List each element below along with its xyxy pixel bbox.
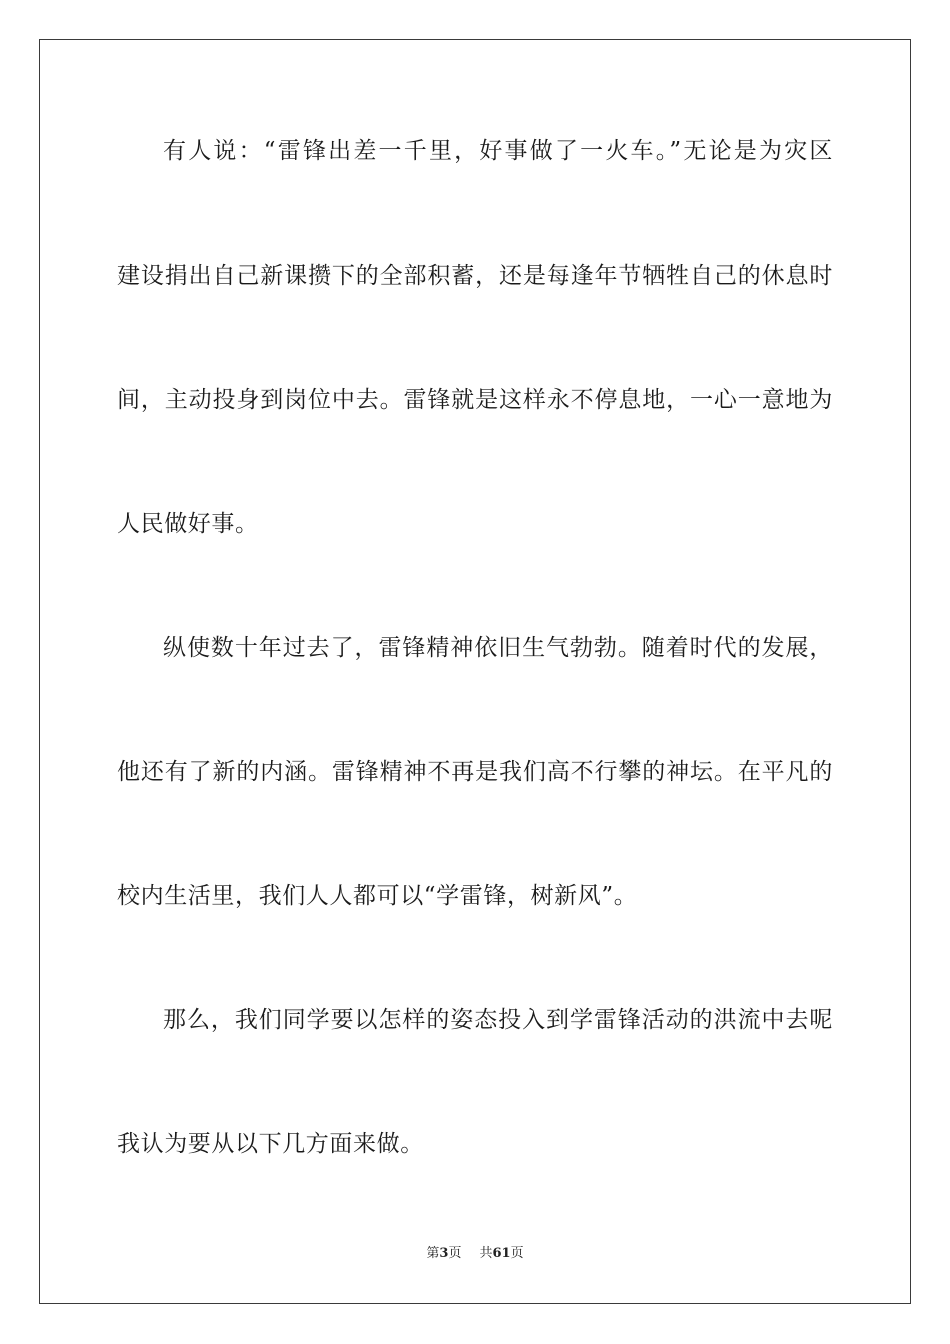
paragraph-3-line-2: 我认为要从以下几方面来做。	[117, 1131, 424, 1157]
paragraph-2-line-2: 他还有了新的内涵。雷锋精神不再是我们高不行攀的神坛。在平凡的	[117, 759, 833, 785]
footer-total-pages: 61	[492, 1246, 511, 1261]
footer-total-suffix: 页	[510, 1246, 524, 1261]
footer-total-prefix: 共	[479, 1246, 493, 1261]
paragraph-1-line-2: 建设捐出自己新课攒下的全部积蓄，还是每逢年节牺牲自己的休息时	[117, 263, 833, 289]
page-footer	[0, 1245, 950, 1263]
footer-page-suffix: 页	[448, 1246, 462, 1261]
paragraph-1-line-4: 人民做好事。	[117, 511, 259, 537]
paragraph-3-line-1: 那么，我们同学要以怎样的姿态投入到学雷锋活动的洪流中去呢	[163, 1007, 833, 1033]
paragraph-2-line-1: 纵使数十年过去了，雷锋精神依旧生气勃勃。随着时代的发展，	[163, 635, 833, 661]
paragraph-1-line-3: 间，主动投身到岗位中去。雷锋就是这样永不停息地，一心一意地为	[117, 387, 833, 413]
page-border	[39, 39, 911, 1304]
paragraph-2-line-3: 校内生活里，我们人人都可以“学雷锋，树新风”。	[117, 883, 638, 909]
footer-page-prefix: 第	[426, 1246, 440, 1261]
paragraph-1-line-1: 有人说：“雷锋出差一千里，好事做了一火车。”无论是为灾区	[163, 138, 833, 164]
footer-page-number: 3	[439, 1246, 449, 1261]
